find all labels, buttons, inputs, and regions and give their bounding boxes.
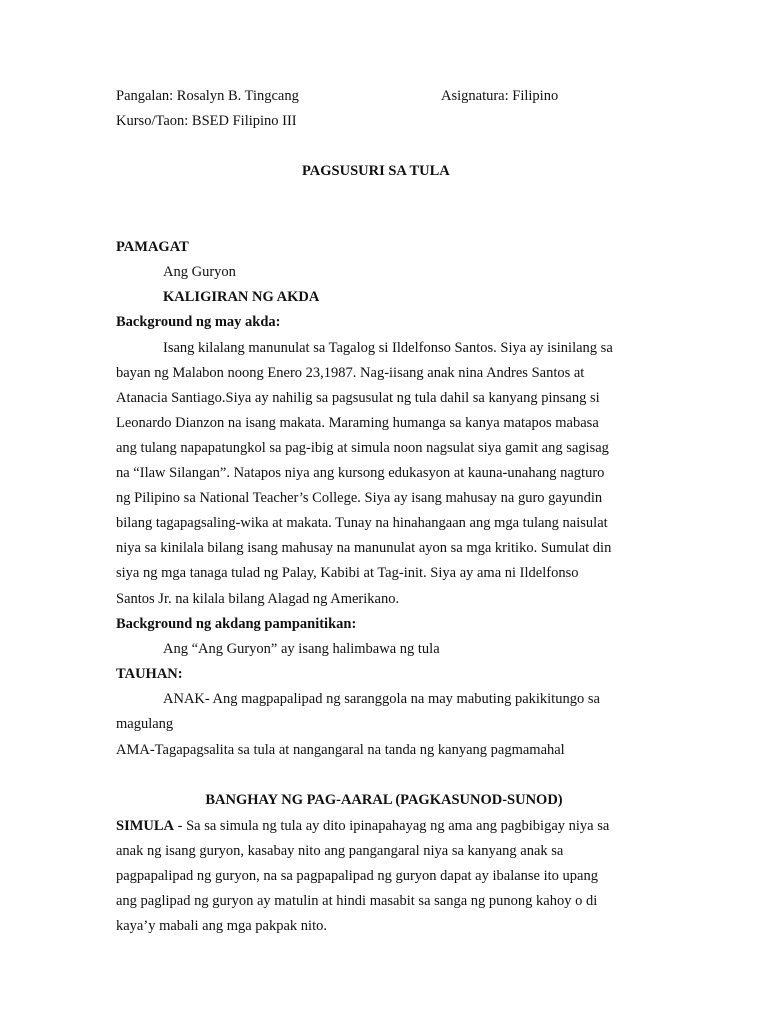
- work-background-heading: Background ng akdang pampanitikan:: [116, 616, 357, 632]
- author-bg-line: na “Ilaw Silangan”. Natapos niya ang kursong edukasyon at kauna-unahang nagturo: [116, 465, 605, 481]
- simula-paragraph-first-line: [116, 818, 609, 835]
- pamagat-heading: PAMAGAT: [116, 239, 189, 255]
- author-bg-line: Isang kilalang manunulat sa Tagalog si Ildelfonso Santos. Siya ay isinilang sa: [163, 340, 613, 356]
- course-year: Kurso/Taon: BSED Filipino III: [116, 113, 297, 129]
- student-name: Pangalan: Rosalyn B. Tingcang: [116, 88, 299, 104]
- character-anak: ANAK- Ang magpapalipad ng saranggola na may mabuting pakikitungo sa: [163, 691, 600, 707]
- simula-line: anak ng isang guryon, kasabay nito ang pangangaral niya sa kanyang anak sa: [116, 843, 564, 859]
- banghay-heading: BANGHAY NG PAG-AARAL (PAGKASUNOD-SUNOD): [205, 792, 563, 808]
- author-bg-line: niya sa kinilala bilang isang mahusay na manunulat ayon sa mga kritiko. Sumulat din: [116, 540, 612, 556]
- author-bg-line: Leonardo Dianzon na isang makata. Maraming humanga sa kanya matapos mabasa: [116, 415, 599, 431]
- author-bg-line: Atanacia Santiago.Siya ay nahilig sa pagsusulat ng tula dahil sa kanyang pinsang si: [116, 390, 600, 406]
- kaligiran-heading: KALIGIRAN NG AKDA: [163, 289, 320, 305]
- author-bg-line: Santos Jr. na kilala bilang Alagad ng Amerikano.: [116, 591, 400, 607]
- author-bg-line: ang tulang napapatungkol sa pag-ibig at simula noon nagsulat siya gamit ang sagisag: [116, 440, 609, 456]
- work-background-text: Ang “Ang Guryon” ay isang halimbawa ng tula: [163, 641, 440, 657]
- character-ama: AMA-Tagapagsalita sa tula at nangangaral na tanda ng kanyang pagmamahal: [116, 742, 565, 758]
- simula-label: SIMULA: [116, 818, 175, 834]
- author-bg-line: siya ng mga tanaga tulad ng Palay, Kabibi at Tag-init. Siya ay ama ni Ildelfonso: [116, 565, 579, 581]
- pamagat-value: Ang Guryon: [163, 264, 236, 280]
- subject: Asignatura: Filipino: [441, 88, 559, 104]
- tauhan-heading: TAUHAN:: [116, 666, 183, 682]
- simula-line: kaya’y mabali ang mga pakpak nito.: [116, 918, 327, 934]
- author-bg-line: bayan ng Malabon noong Enero 23,1987. Nag-iisang anak nina Andres Santos at: [116, 365, 585, 381]
- author-bg-line: bilang tagapagsaling-wika at makata. Tunay na hinahangaan ang mga tulang naisulat: [116, 515, 608, 531]
- author-background-heading: Background ng may akda:: [116, 314, 281, 330]
- author-bg-line: ng Pilipino sa National Teacher’s College. Siya ay isang mahusay na guro gayundin: [116, 490, 603, 506]
- simula-line: ang paglipad ng guryon ay matulin at hindi masabit sa sanga ng punong kahoy o di: [116, 893, 598, 909]
- simula-line: pagpapalipad ng guryon, na sa pagpapalipad ng guryon dapat ay ibalanse ito upang: [116, 868, 598, 884]
- simula-first-text: - Sa sa simula ng tula ay dito ipinapahayag ng ama ang pagbibigay niya sa: [174, 818, 610, 834]
- character-anak-cont: magulang: [116, 716, 174, 732]
- document-title: PAGSUSURI SA TULA: [302, 163, 450, 179]
